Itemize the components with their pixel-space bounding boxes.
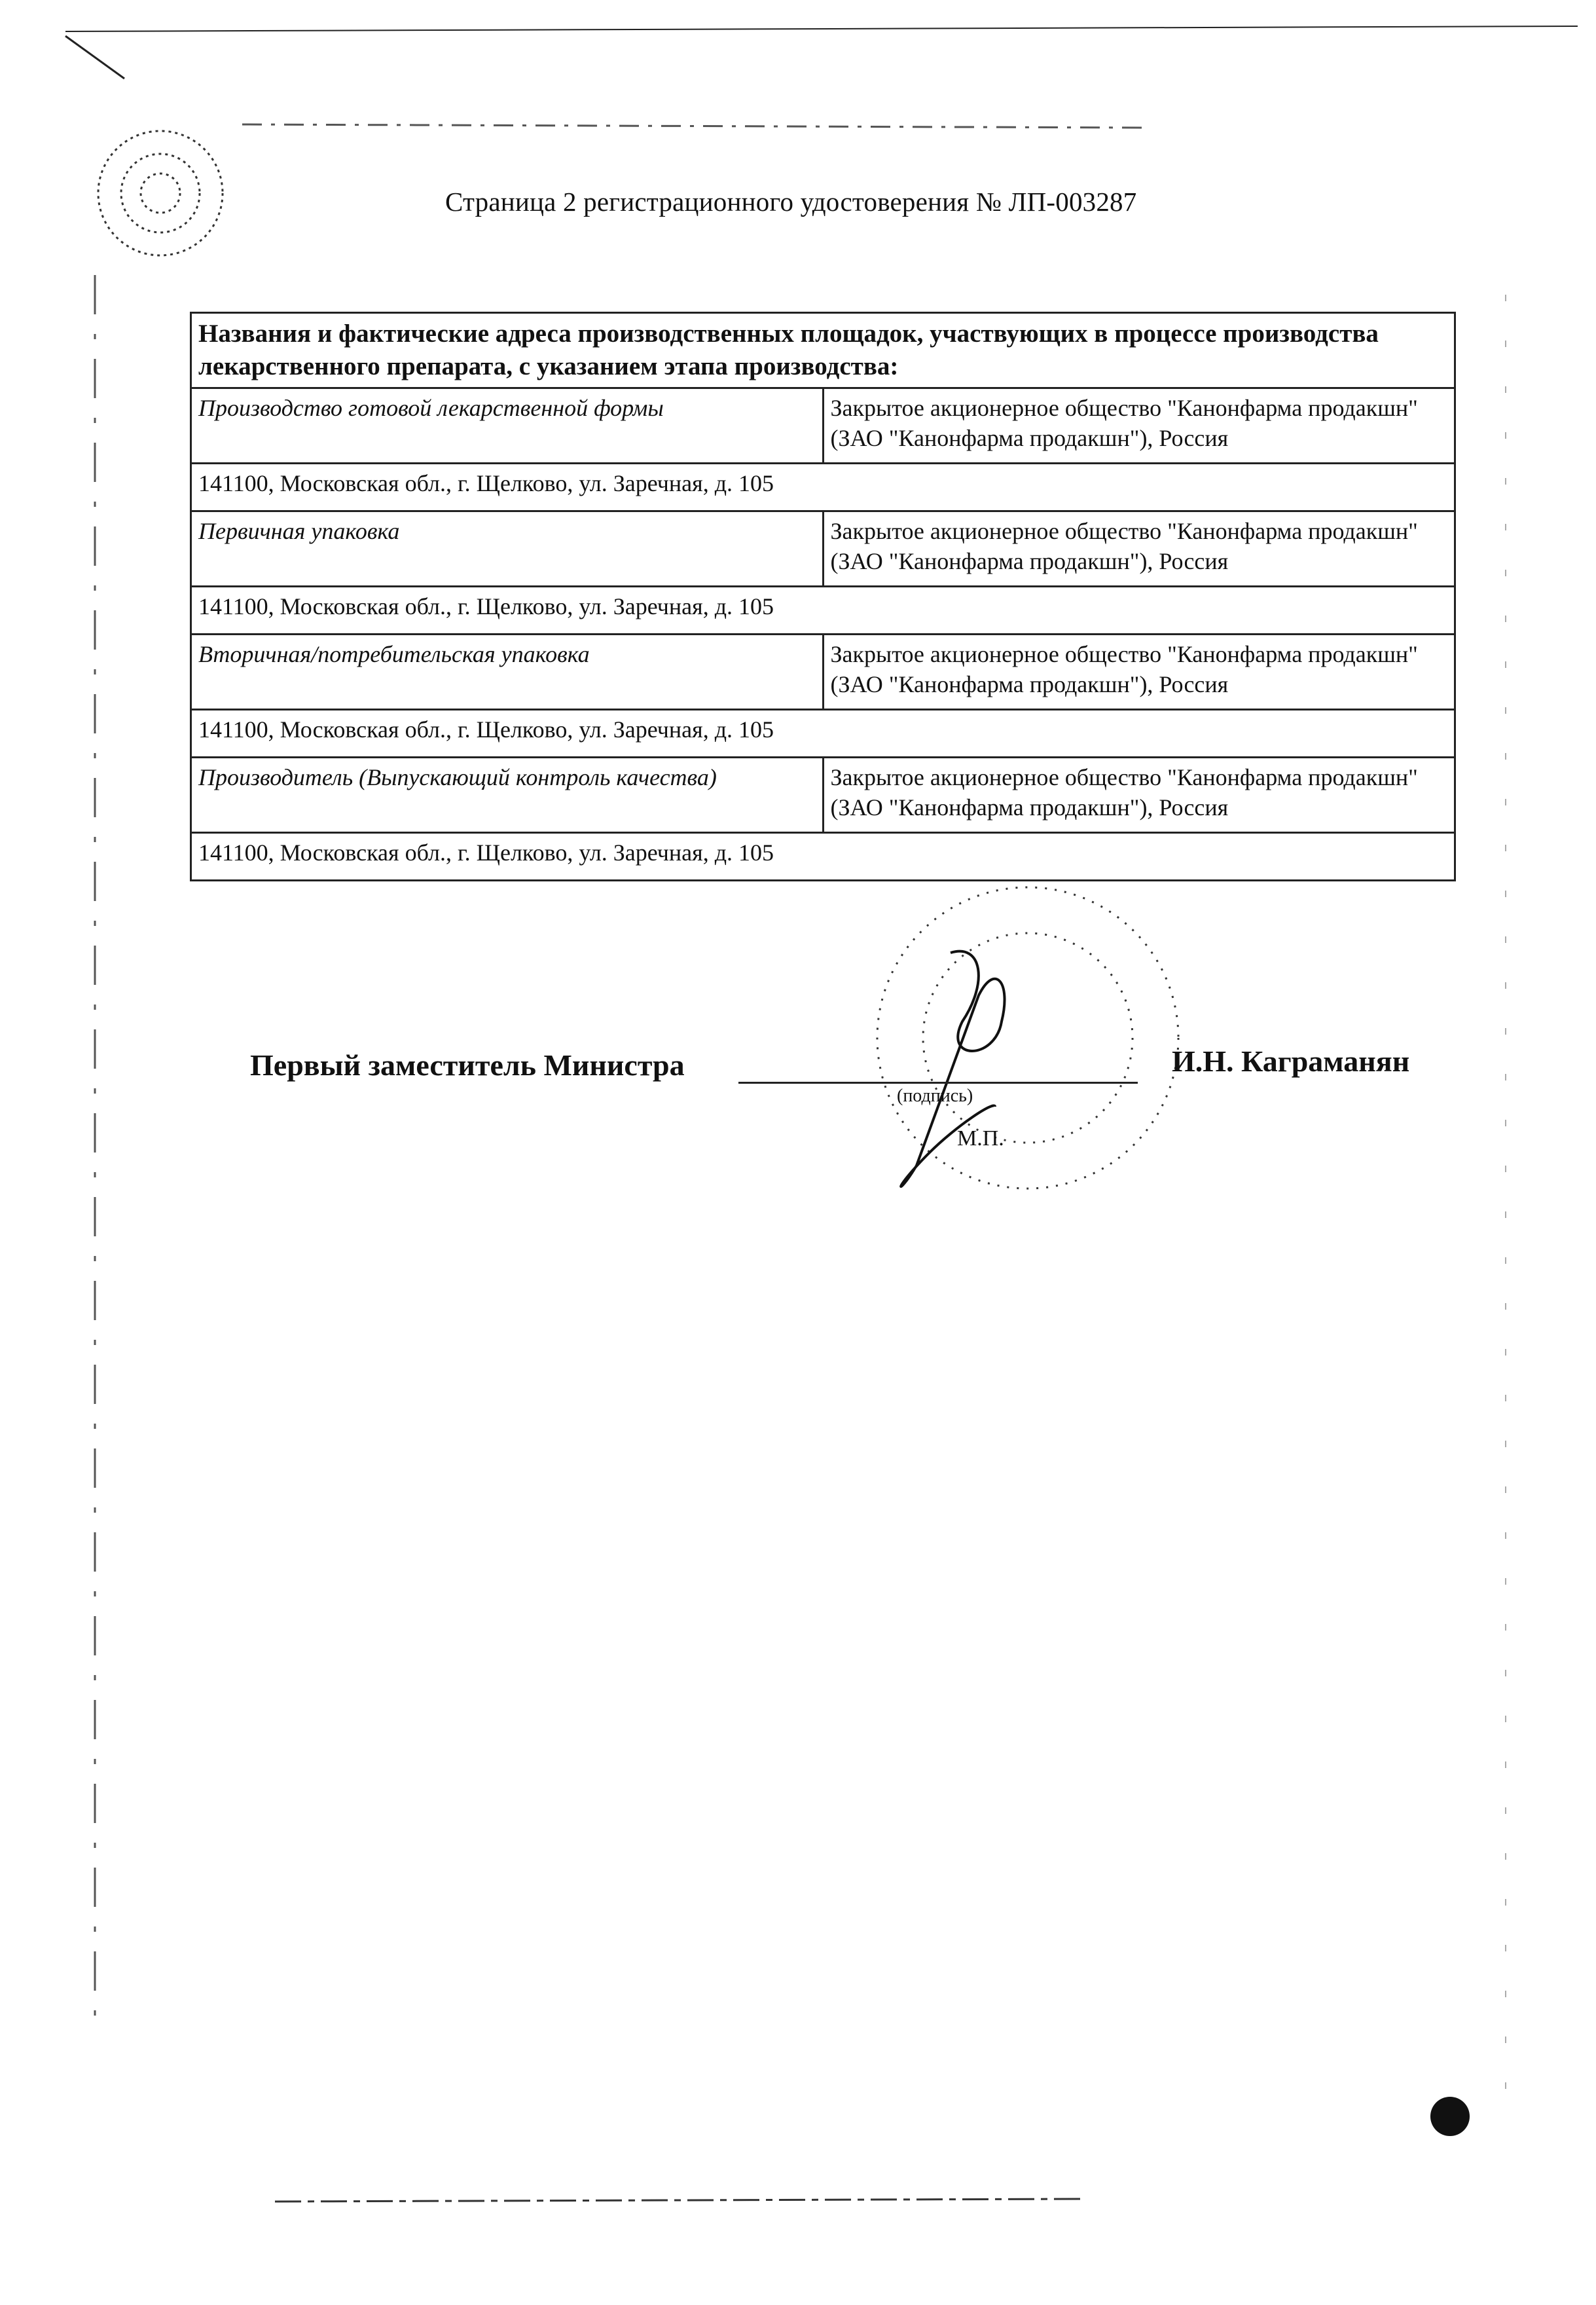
seal-stamp-icon: [877, 887, 1178, 1189]
signer-role: Первый заместитель Министра: [250, 1048, 685, 1082]
table-row: [191, 388, 1455, 463]
stage-cell: Первичная упаковка: [191, 511, 824, 586]
company-cell: Закрытое акционерное общество "Канонфарма продакшн" (ЗАО "Канонфарма продакшн"), Россия: [823, 388, 1455, 463]
stage-cell: Производитель (Выпускающий контроль качества): [191, 757, 824, 832]
table-row: [191, 832, 1455, 880]
table-header-row: [191, 313, 1455, 388]
company-cell: Закрытое акционерное общество "Канонфарма продакшн" (ЗАО "Канонфарма продакшн"), Россия: [823, 757, 1455, 832]
table-row: [191, 586, 1455, 634]
page-title: Страница 2 регистрационного удостоверения № ЛП-003287: [445, 187, 1137, 217]
stage-cell: Вторичная/потребительская упаковка: [191, 634, 824, 709]
production-sites-table: [190, 312, 1456, 881]
emblem-icon: [98, 131, 223, 255]
table-header: Названия и фактические адреса производственных площадок, участвующих в процессе производства лекарственного препарата, с указанием этапа производства:: [191, 313, 1455, 388]
address-cell: 141100, Московская обл., г. Щелково, ул. Заречная, д. 105: [191, 832, 1455, 880]
company-cell: Закрытое акционерное общество "Канонфарма продакшн" (ЗАО "Канонфарма продакшн"), Россия: [823, 511, 1455, 586]
stage-cell: Производство готовой лекарственной формы: [191, 388, 824, 463]
table-row: [191, 757, 1455, 832]
address-cell: 141100, Московская обл., г. Щелково, ул. Заречная, д. 105: [191, 586, 1455, 634]
table-row: [191, 709, 1455, 757]
address-cell: 141100, Московская обл., г. Щелково, ул. Заречная, д. 105: [191, 709, 1455, 757]
table-row: [191, 511, 1455, 586]
table-row: [191, 463, 1455, 511]
signer-name: И.Н. Каграманян: [1172, 1044, 1410, 1078]
signature-icon: [901, 951, 1004, 1187]
seal-label: М.П.: [957, 1126, 1004, 1151]
table-row: [191, 634, 1455, 709]
company-cell: Закрытое акционерное общество "Канонфарма продакшн" (ЗАО "Канонфарма продакшн"), Россия: [823, 634, 1455, 709]
address-cell: 141100, Московская обл., г. Щелково, ул. Заречная, д. 105: [191, 463, 1455, 511]
signature-caption: (подпись): [897, 1086, 973, 1106]
